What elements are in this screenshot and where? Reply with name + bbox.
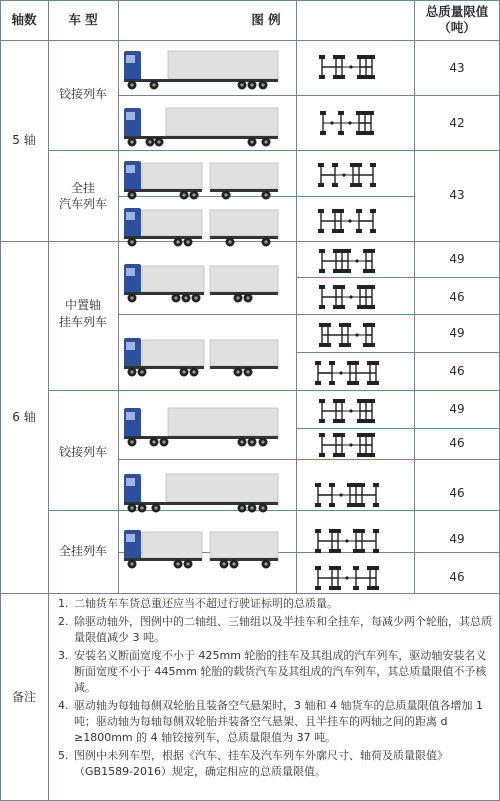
tire bbox=[339, 269, 345, 273]
tire bbox=[369, 75, 375, 79]
axle-layout-diagram bbox=[296, 358, 398, 388]
wheel-hub bbox=[186, 562, 189, 565]
truck-illustration bbox=[118, 400, 283, 450]
wheel-hub bbox=[130, 370, 133, 373]
tire bbox=[329, 586, 335, 590]
axle-layout-diagram bbox=[296, 396, 398, 426]
tire bbox=[363, 269, 369, 273]
cargo-box bbox=[210, 532, 278, 558]
axle-layout-diagram bbox=[296, 52, 398, 82]
type-articulated-6: 铰接列车 bbox=[58, 445, 107, 459]
tire bbox=[356, 131, 362, 135]
wheel-hub bbox=[228, 240, 231, 243]
remark-item: 1. 二轴货车车货总重还应当不超过行驶证标明的总质量。 bbox=[58, 597, 338, 610]
mass-limit-value: 49 bbox=[449, 252, 465, 266]
wheel-hub bbox=[240, 506, 243, 509]
tire bbox=[367, 566, 373, 570]
wheel-hub bbox=[246, 370, 249, 373]
type-articulated-5: 铰接列车 bbox=[58, 87, 107, 101]
tire bbox=[315, 529, 321, 533]
tire bbox=[363, 249, 369, 253]
tire bbox=[315, 361, 321, 365]
wheel-hub bbox=[148, 140, 151, 143]
tire bbox=[359, 529, 365, 533]
tire bbox=[347, 503, 353, 507]
cargo-box bbox=[142, 532, 202, 558]
tire bbox=[325, 343, 331, 347]
tire bbox=[373, 566, 379, 570]
tire bbox=[347, 483, 353, 487]
axle-layout-diagram bbox=[296, 160, 398, 190]
coupling-joint bbox=[348, 219, 351, 222]
tire bbox=[373, 503, 379, 507]
tire bbox=[362, 111, 368, 115]
tire bbox=[329, 529, 335, 533]
tire bbox=[356, 209, 362, 213]
tire bbox=[367, 586, 373, 590]
tire bbox=[319, 55, 325, 59]
wheel-hub bbox=[130, 240, 133, 243]
tire bbox=[353, 483, 359, 487]
tire bbox=[319, 249, 325, 253]
tire bbox=[332, 183, 338, 187]
wheel-hub bbox=[186, 240, 189, 243]
tire bbox=[320, 131, 326, 135]
tire bbox=[359, 549, 365, 553]
cab-window bbox=[126, 412, 135, 420]
mass-limit-value: 43 bbox=[449, 61, 465, 75]
wheel-hub bbox=[246, 296, 249, 299]
coupling-joint bbox=[339, 493, 342, 496]
mass-limit-value: 46 bbox=[449, 486, 465, 500]
tire bbox=[332, 229, 338, 233]
wheel-hub bbox=[261, 440, 264, 443]
wheel-hub bbox=[264, 193, 267, 196]
remark-item: 3. 安装名义断面宽度不小于 425mm 轮胎的挂车及其组成的汽车列车，驱动轴安装名义断面宽度不小于 445mm 轮胎的载货汽车及其组成的汽车列车，其总质量限值不予核减。 bbox=[58, 649, 487, 694]
tire bbox=[345, 323, 351, 327]
cargo-box bbox=[142, 266, 204, 292]
coupling-joint bbox=[330, 121, 333, 124]
truck-illustration bbox=[118, 522, 283, 572]
cab-window bbox=[126, 268, 135, 276]
tire bbox=[339, 285, 345, 289]
tire bbox=[353, 549, 359, 553]
wheel-hub bbox=[154, 506, 157, 509]
axle-layout-diagram bbox=[296, 320, 398, 350]
tire bbox=[339, 399, 345, 403]
wheel-hub bbox=[264, 240, 267, 243]
tire bbox=[345, 269, 351, 273]
type-center-axle-line2: 挂车列车 bbox=[58, 315, 107, 329]
wheel-hub bbox=[184, 296, 187, 299]
wheel-hub bbox=[240, 440, 243, 443]
tire bbox=[319, 269, 325, 273]
tire bbox=[318, 183, 324, 187]
tire bbox=[363, 305, 369, 309]
mass-limit-value: 43 bbox=[449, 188, 465, 202]
tire bbox=[357, 453, 363, 457]
coupling-joint bbox=[339, 371, 342, 374]
tire bbox=[325, 323, 331, 327]
remark-item: 5. 图例中未列车型，根据《汽车、挂车及汽车列车外廓尺寸、轴荷及质量限值》（GB1589-2016）规定，确定相应的总质量限值。 bbox=[58, 749, 448, 778]
header-axle-count: 轴数 bbox=[11, 12, 37, 27]
tire bbox=[369, 285, 375, 289]
type-center-axle-line1: 中置轴 bbox=[64, 298, 101, 312]
tire bbox=[357, 305, 363, 309]
wheel-hub bbox=[152, 440, 155, 443]
wheel-hub bbox=[264, 140, 267, 143]
tire bbox=[363, 323, 369, 327]
tire bbox=[315, 381, 321, 385]
tire bbox=[367, 361, 373, 365]
wheel-hub bbox=[140, 370, 143, 373]
coupling-joint bbox=[345, 539, 348, 542]
tire bbox=[315, 549, 321, 553]
truck-illustration bbox=[118, 43, 283, 93]
chassis-frame bbox=[124, 292, 204, 295]
tire bbox=[319, 285, 325, 289]
cab-window bbox=[126, 342, 135, 350]
truck-illustration bbox=[118, 256, 283, 306]
mass-limit-value: 46 bbox=[449, 290, 465, 304]
tire bbox=[356, 163, 362, 167]
tire bbox=[370, 229, 376, 233]
tire bbox=[353, 529, 359, 533]
tire bbox=[345, 249, 351, 253]
tire bbox=[318, 209, 324, 213]
axle-layout-diagram bbox=[296, 480, 398, 510]
wheel-hub bbox=[261, 83, 264, 86]
wheel-hub bbox=[130, 506, 133, 509]
tire bbox=[333, 453, 339, 457]
wheel-hub bbox=[240, 83, 243, 86]
wheel-hub bbox=[182, 193, 185, 196]
wheel-hub bbox=[236, 370, 239, 373]
truck-illustration bbox=[118, 153, 283, 203]
coupling-joint bbox=[349, 65, 352, 68]
coupling-joint bbox=[349, 443, 352, 446]
tire bbox=[329, 381, 335, 385]
axle-layout-diagram bbox=[296, 206, 398, 236]
coupling-joint bbox=[349, 295, 352, 298]
coupling-joint bbox=[355, 259, 358, 262]
wheel-hub bbox=[261, 506, 264, 509]
tire bbox=[339, 433, 345, 437]
wheel-hub bbox=[250, 140, 253, 143]
header-diagram: 图 例 bbox=[251, 12, 281, 27]
tire bbox=[350, 183, 356, 187]
remarks-list bbox=[58, 596, 496, 782]
tire bbox=[329, 549, 335, 553]
tire bbox=[339, 343, 345, 347]
tire bbox=[369, 269, 375, 273]
cab-window bbox=[126, 112, 135, 120]
mass-limit-value: 49 bbox=[449, 326, 465, 340]
tire bbox=[369, 453, 375, 457]
remarks-label: 备注 bbox=[11, 690, 36, 704]
tire bbox=[333, 249, 339, 253]
tire bbox=[333, 419, 339, 423]
mass-limit-value: 49 bbox=[449, 402, 465, 416]
chassis-frame bbox=[210, 292, 278, 295]
tire bbox=[357, 433, 363, 437]
tire bbox=[339, 249, 345, 253]
tire bbox=[315, 566, 321, 570]
tire bbox=[319, 433, 325, 437]
wheel-hub bbox=[250, 506, 253, 509]
tire bbox=[319, 453, 325, 457]
tire bbox=[357, 419, 363, 423]
axles-6-label: 6 轴 bbox=[12, 410, 36, 424]
tire bbox=[363, 343, 369, 347]
tire bbox=[373, 529, 379, 533]
tire bbox=[320, 111, 326, 115]
tire bbox=[335, 529, 341, 533]
tire bbox=[373, 361, 379, 365]
wheel-hub bbox=[250, 440, 253, 443]
tire bbox=[367, 381, 373, 385]
tire bbox=[369, 249, 375, 253]
tire bbox=[329, 483, 335, 487]
wheel-hub bbox=[162, 440, 165, 443]
wheel-hub bbox=[130, 562, 133, 565]
cargo-box bbox=[168, 51, 278, 79]
tire bbox=[318, 229, 324, 233]
tire bbox=[363, 453, 369, 457]
tire bbox=[363, 399, 369, 403]
tire bbox=[363, 419, 369, 423]
tire bbox=[335, 566, 341, 570]
cab-window bbox=[126, 165, 135, 173]
type-full-trailer-5-line1: 全挂 bbox=[70, 181, 95, 195]
wheel-hub bbox=[222, 562, 225, 565]
tire bbox=[339, 323, 345, 327]
tire bbox=[332, 209, 338, 213]
wheel-hub bbox=[236, 296, 239, 299]
cargo-box bbox=[210, 163, 278, 189]
tire bbox=[333, 55, 339, 59]
tire bbox=[347, 381, 353, 385]
tire bbox=[353, 503, 359, 507]
chassis-frame bbox=[210, 366, 278, 369]
wheel-hub bbox=[152, 83, 155, 86]
coupling-joint bbox=[349, 409, 352, 412]
cargo-box bbox=[142, 210, 202, 236]
tire bbox=[315, 483, 321, 487]
wheel-hub bbox=[130, 140, 133, 143]
axles-5-label: 5 轴 bbox=[12, 133, 36, 147]
tire bbox=[353, 566, 359, 570]
mass-limit-value: 42 bbox=[449, 116, 465, 130]
tire bbox=[363, 285, 369, 289]
tire bbox=[319, 419, 325, 423]
axle-layout-diagram bbox=[296, 246, 398, 276]
truck-illustration bbox=[118, 330, 283, 380]
tire bbox=[353, 381, 359, 385]
coupling-joint bbox=[355, 333, 358, 336]
tire bbox=[370, 163, 376, 167]
tire bbox=[370, 209, 376, 213]
wheel-hub bbox=[264, 562, 267, 565]
tire bbox=[329, 566, 335, 570]
wheel-hub bbox=[130, 83, 133, 86]
cargo-box bbox=[210, 266, 278, 292]
cargo-box bbox=[142, 163, 202, 189]
cab-window bbox=[126, 478, 135, 486]
tire bbox=[347, 361, 353, 365]
tire bbox=[357, 399, 363, 403]
tire bbox=[373, 586, 379, 590]
type-full-trailer-6: 全挂列车 bbox=[58, 544, 107, 558]
tire bbox=[318, 163, 324, 167]
tire bbox=[338, 111, 344, 115]
remark-item: 4. 驱动轴为每轴每侧双轮胎且装备空气悬架时，3 轴和 4 轴货车的总质量限值各增加 1 吨；驱动轴为每轴每侧双轮胎并装备空气悬架、且半挂车的两轴之间的距离 d ≥1800mm 的 4 轴铰接列车，总质量限值为 37 吨。 bbox=[58, 699, 483, 744]
mass-limit-value: 46 bbox=[449, 570, 465, 584]
coupling-joint bbox=[348, 121, 351, 124]
axle-layout-diagram bbox=[296, 526, 398, 556]
tire bbox=[370, 183, 376, 187]
remark-item: 2. 除驱动轴外，图例中的二轴组、三轴组以及半挂车和全挂车，每减少两个轮胎，其总质量限值减少 3 吨。 bbox=[58, 615, 492, 644]
tire bbox=[363, 433, 369, 437]
tire bbox=[338, 229, 344, 233]
tire bbox=[369, 323, 375, 327]
cargo-box bbox=[210, 340, 278, 366]
tire bbox=[335, 586, 341, 590]
tire bbox=[353, 586, 359, 590]
header-vehicle-type: 车 型 bbox=[68, 12, 98, 27]
tire bbox=[362, 131, 368, 135]
tire bbox=[359, 503, 365, 507]
tire bbox=[369, 55, 375, 59]
tire bbox=[319, 343, 325, 347]
tire bbox=[359, 483, 365, 487]
tire bbox=[356, 111, 362, 115]
chassis-frame bbox=[124, 189, 202, 192]
cargo-box bbox=[168, 408, 278, 436]
tire bbox=[369, 399, 375, 403]
tire bbox=[357, 75, 363, 79]
tire bbox=[369, 433, 375, 437]
wheel-hub bbox=[157, 140, 160, 143]
cargo-box bbox=[210, 210, 278, 236]
header-unit: （吨） bbox=[438, 20, 476, 35]
wheel-hub bbox=[176, 562, 179, 565]
tire bbox=[369, 419, 375, 423]
tire bbox=[368, 111, 374, 115]
wheel-hub bbox=[130, 193, 133, 196]
tire bbox=[350, 163, 356, 167]
tire bbox=[368, 131, 374, 135]
tire bbox=[338, 209, 344, 213]
wheel-hub bbox=[140, 506, 143, 509]
tire bbox=[357, 55, 363, 59]
mass-limit-value: 49 bbox=[449, 532, 465, 546]
axle-layout-diagram bbox=[296, 282, 398, 312]
header-total-mass-limit: 总质量限值 bbox=[425, 4, 489, 19]
axle-layout-diagram bbox=[296, 430, 398, 460]
tire bbox=[333, 269, 339, 273]
tire bbox=[315, 503, 321, 507]
truck-illustration bbox=[118, 200, 283, 250]
tire bbox=[363, 75, 369, 79]
tire bbox=[339, 55, 345, 59]
cab-window bbox=[126, 534, 135, 542]
wheel-hub bbox=[232, 562, 235, 565]
tire bbox=[315, 586, 321, 590]
cargo-box bbox=[142, 340, 204, 366]
mass-limit-value: 46 bbox=[449, 364, 465, 378]
tire bbox=[329, 503, 335, 507]
tire bbox=[329, 361, 335, 365]
tire bbox=[319, 75, 325, 79]
tire bbox=[333, 305, 339, 309]
cargo-box bbox=[166, 108, 278, 136]
tire bbox=[363, 55, 369, 59]
chassis-frame bbox=[166, 136, 278, 139]
wheel-hub bbox=[192, 370, 195, 373]
tire bbox=[319, 323, 325, 327]
tire bbox=[369, 343, 375, 347]
type-full-trailer-5-line2: 汽车列车 bbox=[58, 197, 107, 211]
tire bbox=[356, 183, 362, 187]
tire bbox=[333, 75, 339, 79]
cab-window bbox=[126, 55, 135, 63]
tire bbox=[339, 419, 345, 423]
tire bbox=[339, 305, 345, 309]
truck-illustration bbox=[118, 466, 283, 516]
tire bbox=[373, 549, 379, 553]
tire bbox=[356, 229, 362, 233]
tire bbox=[333, 433, 339, 437]
wheel-hub bbox=[174, 296, 177, 299]
tire bbox=[353, 361, 359, 365]
tire bbox=[333, 285, 339, 289]
coupling-joint bbox=[342, 173, 345, 176]
wheel-hub bbox=[250, 83, 253, 86]
tire bbox=[339, 75, 345, 79]
tire bbox=[373, 483, 379, 487]
wheel-hub bbox=[130, 440, 133, 443]
wheel-hub bbox=[176, 240, 179, 243]
tire bbox=[373, 381, 379, 385]
wheel-hub bbox=[182, 370, 185, 373]
wheel-hub bbox=[130, 296, 133, 299]
cargo-box bbox=[166, 474, 278, 502]
tire bbox=[319, 305, 325, 309]
tire bbox=[339, 453, 345, 457]
cab-window bbox=[126, 212, 135, 220]
tire bbox=[335, 549, 341, 553]
tire bbox=[319, 399, 325, 403]
axle-layout-diagram bbox=[296, 108, 398, 138]
axle-layout-diagram bbox=[296, 563, 398, 593]
tire bbox=[369, 305, 375, 309]
tire bbox=[357, 285, 363, 289]
wheel-hub bbox=[192, 193, 195, 196]
mass-limit-value: 46 bbox=[449, 436, 465, 450]
tire bbox=[338, 131, 344, 135]
tire bbox=[333, 399, 339, 403]
coupling-joint bbox=[345, 576, 348, 579]
tire bbox=[345, 343, 351, 347]
tire bbox=[332, 163, 338, 167]
wheel-hub bbox=[224, 193, 227, 196]
wheel-hub bbox=[194, 296, 197, 299]
truck-illustration bbox=[118, 100, 283, 150]
